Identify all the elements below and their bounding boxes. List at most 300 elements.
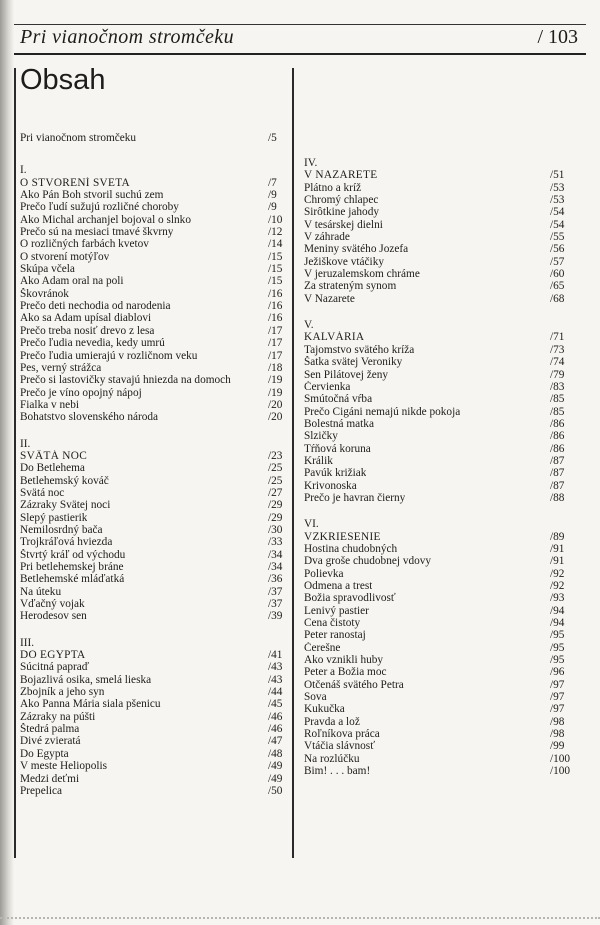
toc-entry[interactable] <box>20 399 292 411</box>
toc-entry-page: /43 <box>268 673 283 686</box>
toc-entry-title: Červienka <box>304 380 351 393</box>
section-numeral: I. <box>20 164 27 177</box>
page-title: Obsah <box>20 64 106 96</box>
toc-entry[interactable] <box>20 586 292 598</box>
toc-entry-title: Plátno a kríž <box>304 181 362 194</box>
toc-entry-page: /25 <box>268 462 283 475</box>
toc-entry-title: Na rozlúčku <box>304 752 360 765</box>
toc-entry[interactable] <box>20 686 292 698</box>
section-numeral: II. <box>20 437 31 450</box>
toc-entry-page: /37 <box>268 598 283 611</box>
toc-section <box>20 438 292 623</box>
toc-entry[interactable] <box>304 480 574 492</box>
toc-entry-title: Na úteku <box>20 585 62 598</box>
toc-entry[interactable] <box>20 760 292 772</box>
toc-entry-title: Za strateným synom <box>304 280 397 293</box>
toc-entry-title: Smútočná vŕba <box>304 393 373 406</box>
toc-entry-title: Sen Pilátovej ženy <box>304 368 389 381</box>
toc-entry-title: Vtáčia slávnosť <box>304 740 376 753</box>
toc-entry-page: /14 <box>268 238 283 251</box>
toc-entry[interactable] <box>20 661 292 673</box>
toc-entry[interactable] <box>20 300 292 312</box>
toc-entry-page: /96 <box>550 666 565 679</box>
toc-entry-title: Lenivý pastier <box>304 604 369 617</box>
section-heading-page: /7 <box>268 176 277 189</box>
toc-entry-page: /18 <box>268 361 283 374</box>
toc-entry-title: Prečo je havran čierny <box>304 491 406 504</box>
toc-section <box>20 164 292 423</box>
toc-entry[interactable] <box>20 735 292 747</box>
toc-entry-title: Prečo treba nosiť drevo z lesa <box>20 324 155 337</box>
toc-entry-title: Fialka v nebi <box>20 398 79 411</box>
toc-entry-page: /95 <box>550 641 565 654</box>
toc-entry-page: /88 <box>550 491 565 504</box>
toc-entry-title: Čerešne <box>304 641 341 654</box>
toc-entry[interactable] <box>304 194 574 206</box>
toc-entry-page: /19 <box>268 386 283 399</box>
toc-entry[interactable] <box>304 580 574 592</box>
toc-entry-page: /17 <box>268 337 283 350</box>
toc-entry[interactable] <box>304 605 574 617</box>
toc-entry-title: Roľníkova práca <box>304 728 380 741</box>
toc-entry[interactable] <box>304 430 574 442</box>
toc-entry-page: /27 <box>268 486 283 499</box>
toc-entry[interactable] <box>20 189 292 201</box>
toc-entry-page: /15 <box>268 263 283 276</box>
toc-entry-title: Betlehemský kováč <box>20 474 109 487</box>
toc-entry-title: Bojazlivá osika, smelá lieska <box>20 673 152 686</box>
toc-entry-page: /9 <box>268 189 277 202</box>
toc-entry[interactable] <box>304 592 574 604</box>
toc-entry-title: Krivonoska <box>304 479 357 492</box>
section-heading-page: /51 <box>550 169 565 182</box>
toc-entry-page: /15 <box>268 250 283 263</box>
toc-entry-title: Cena čistoty <box>304 617 361 630</box>
toc-entry-title: Ako Pán Boh stvoril suchú zem <box>20 189 164 202</box>
toc-entry-page: /25 <box>268 474 283 487</box>
toc-entry-page: /29 <box>268 511 283 524</box>
toc-entry-page: /36 <box>268 573 283 586</box>
toc-entry[interactable] <box>304 753 574 765</box>
toc-entry-title: Zázraky Svätej noci <box>20 499 111 512</box>
toc-entry[interactable] <box>20 499 292 511</box>
toc-entry-page: /95 <box>550 654 565 667</box>
toc-entry[interactable] <box>304 356 574 368</box>
toc-entry-title: Pravda a lož <box>304 715 360 728</box>
toc-entry[interactable] <box>20 226 292 238</box>
toc-entry-title: V jeruzalemskom chráme <box>304 268 420 281</box>
toc-entry[interactable] <box>20 561 292 573</box>
toc-entry[interactable] <box>20 698 292 710</box>
toc-entry-page: /9 <box>268 201 277 214</box>
toc-entry-page: /46 <box>268 723 283 736</box>
toc-right-column <box>304 157 574 778</box>
toc-entry-page: /12 <box>268 226 283 239</box>
toc-entry-page: /73 <box>550 343 565 356</box>
toc-entry-page: /100 <box>550 752 571 765</box>
toc-entry[interactable] <box>304 617 574 629</box>
section-numeral: V. <box>304 319 314 332</box>
section-heading-title: DO EGYPTA <box>20 649 86 662</box>
toc-entry-page: /19 <box>268 374 283 387</box>
toc-entry[interactable] <box>304 765 574 777</box>
toc-entry-page: /57 <box>550 255 565 268</box>
toc-entry-title: Kukučka <box>304 703 345 716</box>
toc-entry-title: Sirôtkine jahody <box>304 206 379 219</box>
toc-entry-page: /55 <box>550 231 565 244</box>
toc-entry-page: /37 <box>268 585 283 598</box>
toc-entry-page: /74 <box>550 356 565 369</box>
toc-entry[interactable] <box>20 362 292 374</box>
toc-entry-title: V záhrade <box>304 231 350 244</box>
toc-entry[interactable] <box>304 467 574 479</box>
toc-entry-page: /79 <box>550 368 565 381</box>
toc-section <box>304 518 574 777</box>
toc-entry-page: /85 <box>550 393 565 406</box>
toc-entry[interactable] <box>20 312 292 324</box>
toc-entry[interactable] <box>20 524 292 536</box>
toc-entry-title: Zázraky na púšti <box>20 710 96 723</box>
toc-entry-title: Slzičky <box>304 430 338 443</box>
toc-entry-title: Bohatstvo slovenského národa <box>20 411 159 424</box>
toc-entry[interactable] <box>304 666 574 678</box>
toc-entry-title: O rozličných farbách kvetov <box>20 238 149 251</box>
toc-entry-page: /17 <box>268 349 283 362</box>
toc-entry[interactable] <box>20 325 292 337</box>
toc-entry-title: Prečo ľudí sužujú rozličné choroby <box>20 201 179 214</box>
toc-entry[interactable] <box>20 785 292 797</box>
toc-entry[interactable] <box>304 492 574 504</box>
toc-entry-page: /53 <box>550 194 565 207</box>
toc-entry[interactable] <box>304 381 574 393</box>
toc-entry[interactable] <box>304 344 574 356</box>
toc-entry[interactable] <box>20 337 292 349</box>
section-heading[interactable] <box>20 177 292 189</box>
toc-entry[interactable] <box>304 418 574 430</box>
page-bottom-edge <box>0 917 600 919</box>
toc-entry-page: /85 <box>550 405 565 418</box>
toc-entry-page: /47 <box>268 735 283 748</box>
section-heading-title: V NAZARETE <box>304 169 378 182</box>
toc-entry-page: /45 <box>268 698 283 711</box>
toc-entry[interactable] <box>20 536 292 548</box>
section-heading[interactable] <box>304 331 574 343</box>
toc-entry-title: Bolestná matka <box>304 417 374 430</box>
toc-entry[interactable] <box>304 543 574 555</box>
toc-entry-title: Trojkráľová hviezda <box>20 536 113 549</box>
toc-entry-page: /29 <box>268 499 283 512</box>
toc-entry-title: Do Betlehema <box>20 462 85 475</box>
toc-entry-page: /49 <box>268 772 283 785</box>
toc-entry[interactable] <box>20 288 292 300</box>
toc-entry-title: Dva groše chudobnej vdovy <box>304 555 432 568</box>
toc-entry[interactable] <box>20 462 292 474</box>
toc-entry-title: Pavúk križiak <box>304 467 367 480</box>
toc-entry-title: Škovránok <box>20 287 69 300</box>
toc-entry-page: /43 <box>268 661 283 674</box>
toc-entry-title: Skúpa včela <box>20 263 75 276</box>
toc-entry[interactable] <box>304 629 574 641</box>
toc-entry[interactable] <box>304 642 574 654</box>
toc-entry-page: /97 <box>550 678 565 691</box>
toc-entry[interactable] <box>20 475 292 487</box>
toc-entry[interactable] <box>20 711 292 723</box>
toc-entry-title: Ako vznikli huby <box>304 654 384 667</box>
toc-entry-page: /68 <box>550 292 565 305</box>
toc-entry[interactable] <box>304 243 574 255</box>
running-header-title: Pri vianočnom stromčeku <box>20 26 234 48</box>
toc-entry-page: /92 <box>550 567 565 580</box>
toc-entry-title: Pri vianočnom stromčeku <box>20 132 137 144</box>
toc-entry-page: /94 <box>550 617 565 630</box>
toc-entry-title: V meste Heliopolis <box>20 760 108 773</box>
section-heading-title: VZKRIESENIE <box>304 530 381 543</box>
toc-entry-title: Prečo si lastovičky stavajú hniezda na domoch <box>20 374 231 387</box>
toc-entry-title: Slepý pastierik <box>20 511 88 524</box>
section-heading-title: O STVORENÍ SVETA <box>20 176 130 189</box>
toc-entry-title: Peter a Božia moc <box>304 666 387 679</box>
toc-entry-page: /39 <box>268 610 283 623</box>
toc-entry-page: /20 <box>268 398 283 411</box>
toc-entry[interactable] <box>20 487 292 499</box>
toc-entry[interactable] <box>20 214 292 226</box>
section-heading-title: SVÄTÁ NOC <box>20 449 88 462</box>
toc-entry-page: /33 <box>268 536 283 549</box>
toc-entry-page: /56 <box>550 243 565 256</box>
section-heading[interactable] <box>304 169 574 181</box>
running-header <box>14 22 586 52</box>
toc-entry-title: Pes, verný strážca <box>20 361 102 374</box>
toc-entry[interactable] <box>304 268 574 280</box>
toc-entry-page: /10 <box>268 213 283 226</box>
toc-entry-page: /53 <box>550 181 565 194</box>
toc-entry-page: /99 <box>550 740 565 753</box>
toc-entry-page: /87 <box>550 467 565 480</box>
toc-entry-page: /48 <box>268 747 283 760</box>
toc-entry-title: Tŕňová koruna <box>304 442 371 455</box>
toc-entry-title: Prečo sú na mesiaci tmavé škvrny <box>20 226 174 239</box>
toc-entry-title: Otčenáš svätého Petra <box>304 678 404 691</box>
toc-entry-page: /34 <box>268 561 283 573</box>
toc-entry[interactable] <box>20 748 292 760</box>
toc-section <box>304 157 574 305</box>
toc-entry-title: V tesárskej dielni <box>304 218 383 231</box>
toc-entry-intro[interactable] <box>20 132 292 144</box>
toc-entry-page: /91 <box>550 542 565 555</box>
section-heading-page: /23 <box>268 449 283 462</box>
toc-entry-page: /97 <box>550 703 565 716</box>
toc-entry-title: Božia spravodlivosť <box>304 592 396 605</box>
center-column-rule <box>292 68 294 858</box>
toc-entry[interactable] <box>304 280 574 292</box>
toc-entry[interactable] <box>304 406 574 418</box>
toc-entry-title: Chromý chlapec <box>304 194 379 207</box>
toc-entry-page: /15 <box>268 275 283 288</box>
toc-entry-title: Prečo Cigáni nemajú nikde pokoja <box>304 405 461 418</box>
toc-entry[interactable] <box>20 598 292 610</box>
toc-entry[interactable] <box>304 555 574 567</box>
toc-entry-title: Betlehemské mláďatká <box>20 573 125 586</box>
toc-entry-title: Herodesov sen <box>20 610 87 623</box>
page-number: / 103 <box>537 26 578 48</box>
toc-left-column <box>20 132 292 797</box>
toc-entry-title: Polievka <box>304 567 344 580</box>
toc-entry[interactable] <box>20 723 292 735</box>
toc-entry-page: /86 <box>550 417 565 430</box>
toc-entry[interactable] <box>304 219 574 231</box>
toc-entry-page: /20 <box>268 411 283 424</box>
toc-entry[interactable] <box>20 350 292 362</box>
toc-entry[interactable] <box>20 263 292 275</box>
toc-entry-page: /16 <box>268 312 283 325</box>
toc-section <box>20 637 292 797</box>
toc-entry-title: Štvrtý kráľ od východu <box>20 548 126 561</box>
toc-entry[interactable] <box>304 256 574 268</box>
toc-entry-title: Pri betlehemskej bráne <box>20 561 124 573</box>
toc-entry[interactable] <box>304 679 574 691</box>
toc-entry-title: Ako Michal archanjel bojoval o slnko <box>20 213 191 226</box>
toc-entry-page: /16 <box>268 300 283 313</box>
toc-entry-page: /5 <box>268 132 277 144</box>
toc-entry-title: Svätá noc <box>20 486 65 499</box>
toc-entry-title: Sova <box>304 691 327 704</box>
toc-entry-title: Medzi deťmi <box>20 772 80 785</box>
toc-entry-title: V Nazarete <box>304 292 355 305</box>
toc-entry[interactable] <box>304 568 574 580</box>
toc-entry-page: /100 <box>550 765 571 778</box>
toc-entry-title: Súcitná papraď <box>20 661 90 674</box>
left-column-rule <box>14 68 16 858</box>
toc-entry-page: /60 <box>550 268 565 281</box>
toc-entry-title: Králik <box>304 454 333 467</box>
toc-entry-page: /86 <box>550 430 565 443</box>
toc-entry[interactable] <box>20 411 292 423</box>
toc-entry-page: /86 <box>550 442 565 455</box>
section-heading-page: /89 <box>550 530 565 543</box>
toc-entry[interactable] <box>20 512 292 524</box>
toc-entry-page: /17 <box>268 324 283 337</box>
toc-entry[interactable] <box>20 610 292 622</box>
toc-entry-page: /98 <box>550 728 565 741</box>
toc-entry-page: /46 <box>268 710 283 723</box>
toc-entry[interactable] <box>20 201 292 213</box>
toc-entry[interactable] <box>20 387 292 399</box>
toc-entry-title: Prečo deti nechodia od narodenia <box>20 300 171 313</box>
toc-entry-page: /30 <box>268 523 283 536</box>
toc-entry[interactable] <box>304 455 574 467</box>
toc-section <box>304 319 574 504</box>
toc-entry-page: /91 <box>550 555 565 568</box>
toc-entry[interactable] <box>304 182 574 194</box>
section-numeral: VI. <box>304 518 319 531</box>
toc-entry-page: /50 <box>268 784 283 797</box>
toc-entry-page: /87 <box>550 454 565 467</box>
toc-entry-page: /34 <box>268 548 283 561</box>
toc-entry-page: /65 <box>550 280 565 293</box>
toc-entry[interactable] <box>20 275 292 287</box>
toc-entry-title: Meniny svätého Jozefa <box>304 243 409 256</box>
section-heading-page: /71 <box>550 331 565 344</box>
toc-entry-title: Vďačný vojak <box>20 598 85 611</box>
toc-entry-title: Ako sa Adam upísal diablovi <box>20 312 152 325</box>
toc-entry-page: /94 <box>550 604 565 617</box>
toc-entry-page: /93 <box>550 592 565 605</box>
toc-entry-title: Ako Panna Mária siala pšenicu <box>20 698 161 711</box>
toc-entry-page: /54 <box>550 218 565 231</box>
section-heading[interactable] <box>20 450 292 462</box>
toc-entry[interactable] <box>20 674 292 686</box>
toc-entry[interactable] <box>20 238 292 250</box>
section-heading[interactable] <box>20 649 292 661</box>
toc-entry[interactable] <box>304 703 574 715</box>
toc-entry-page: /49 <box>268 760 283 773</box>
toc-entry-title: Bim! . . . bam! <box>304 765 371 778</box>
toc-entry[interactable] <box>304 728 574 740</box>
toc-entry-title: Nemilosrdný bača <box>20 523 103 536</box>
toc-entry[interactable] <box>304 206 574 218</box>
toc-entry-title: Šatka svätej Veroniky <box>304 356 403 369</box>
toc-entry-page: /87 <box>550 479 565 492</box>
toc-entry-title: Zbojník a jeho syn <box>20 686 105 699</box>
toc-entry-title: Prečo je víno opojný nápoj <box>20 386 142 399</box>
header-bottom-rule <box>14 53 586 55</box>
toc-entry-title: Peter ranostaj <box>304 629 366 642</box>
toc-entry-title: Do Egypta <box>20 747 69 760</box>
toc-entry-title: Prečo ľudia umierajú v rozličnom veku <box>20 349 198 362</box>
section-numeral: III. <box>20 636 35 649</box>
toc-entry-page: /98 <box>550 715 565 728</box>
toc-entry[interactable] <box>20 374 292 386</box>
toc-entry-page: /92 <box>550 580 565 592</box>
toc-entry-title: Prečo ľudia nevedia, kedy umrú <box>20 337 165 350</box>
toc-entry-title: O stvorení motýľov <box>20 250 110 263</box>
toc-entry[interactable] <box>304 654 574 666</box>
toc-entry-title: Ježiškove vtáčiky <box>304 255 384 268</box>
toc-entry-page: /95 <box>550 629 565 642</box>
book-gutter-shadow <box>0 0 14 925</box>
toc-entry-page: /83 <box>550 380 565 393</box>
section-numeral: IV. <box>304 157 318 169</box>
toc-entry[interactable] <box>304 691 574 703</box>
toc-entry[interactable] <box>20 251 292 263</box>
toc-entry[interactable] <box>304 716 574 728</box>
section-heading-title: KALVÁRIA <box>304 331 365 344</box>
toc-entry[interactable] <box>20 549 292 561</box>
toc-entry[interactable] <box>304 393 574 405</box>
toc-entry-title: Ako Adam oral na poli <box>20 275 124 288</box>
toc-entry[interactable] <box>304 369 574 381</box>
section-heading-page: /41 <box>268 649 283 662</box>
toc-entry[interactable] <box>304 740 574 752</box>
toc-entry-title: Divé zvieratá <box>20 735 81 748</box>
toc-entry[interactable] <box>20 573 292 585</box>
toc-entry-title: Odmena a trest <box>304 580 373 592</box>
toc-entry[interactable] <box>304 443 574 455</box>
toc-entry[interactable] <box>304 293 574 305</box>
toc-entry-title: Tajomstvo svätého kríža <box>304 343 415 356</box>
toc-entry[interactable] <box>304 231 574 243</box>
toc-entry-page: /16 <box>268 287 283 300</box>
toc-entry[interactable] <box>20 773 292 785</box>
toc-entry-page: /44 <box>268 686 283 699</box>
header-top-rule <box>14 24 586 25</box>
toc-entry-page: /97 <box>550 691 565 704</box>
toc-entry-page: /54 <box>550 206 565 219</box>
toc-entry-title: Hostina chudobných <box>304 542 398 555</box>
toc-entry-title: Štedrá palma <box>20 723 80 736</box>
toc-entry-title: Prepelica <box>20 784 63 797</box>
section-heading[interactable] <box>304 531 574 543</box>
